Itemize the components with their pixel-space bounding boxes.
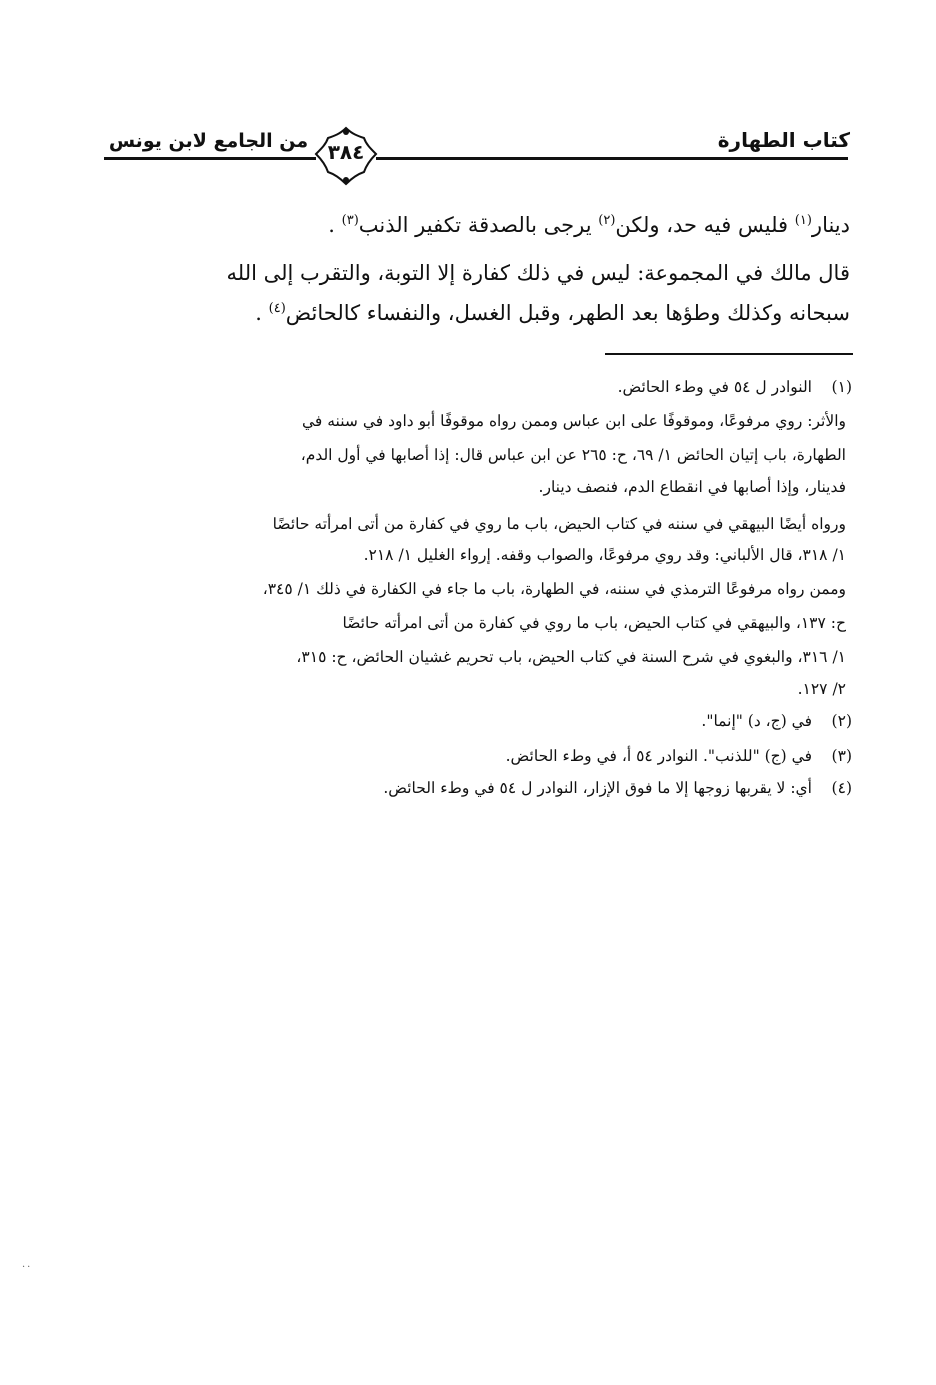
main-text-line-3 xyxy=(150,293,850,333)
footnote-1-line: ٢/ ١٢٧. xyxy=(797,680,846,698)
main-text: يرجى بالصدقة تكفير الذنب xyxy=(358,213,592,237)
footnote-number-3: (٣) xyxy=(831,747,852,765)
header-rule-right xyxy=(376,157,848,160)
footnote-1-line: النوادر ل ٥٤ في وطء الحائض. xyxy=(617,378,812,396)
footnote-ref-4: (٤) xyxy=(268,301,286,316)
main-text-line-2: قال مالك في المجموعة: ليس في ذلك كفارة إلا التوبة، والتقرب إلى الله xyxy=(226,261,850,285)
footnote-number-2: (٢) xyxy=(831,712,852,730)
footnote-1-line: ح: ١٣٧، والبيهقي في كتاب الحيض، باب ما روي في كفارة من أتى امرأته حائضًا xyxy=(342,614,846,632)
footnote-ref-2: (٢) xyxy=(598,213,616,228)
footnote-separator xyxy=(605,353,853,355)
footnote-1-line: الطهارة، باب إتيان الحائض ١/ ٦٩، ح: ٢٦٥ عن ابن عباس قال: إذا أصابها في أول الدم، xyxy=(300,446,846,464)
footnote-number-1: (١) xyxy=(831,378,852,396)
page-number: ٣٨٤ xyxy=(327,140,365,164)
footnote-ref-3: (٣) xyxy=(341,213,359,228)
footnote-1-line: وممن رواه مرفوعًا الترمذي في سننه، في الطهارة، باب ما جاء في الكفارة في ذلك ١/ ٣٤٥، xyxy=(262,580,846,598)
footnote-2: في (ج، د) "إنما". xyxy=(701,712,812,730)
footnote-4: أي: لا يقربها زوجها إلا ما فوق الإزار، النوادر ل ٥٤ في وطء الحائض. xyxy=(383,779,812,797)
main-text: . xyxy=(255,301,262,325)
footnote-1-line: ١/ ٣١٨، قال الألباني: وقد روي مرفوعًا، والصواب وقفه. إرواء الغليل ١/ ٢١٨. xyxy=(363,546,846,564)
main-text-line-1 xyxy=(150,205,850,245)
footnote-ref-1: (١) xyxy=(794,213,812,228)
footnote-3: في (ج) "للذنب". النوادر ٥٤ أ، في وطء الحائض. xyxy=(505,747,812,765)
footnote-1-line: والأثر: روي مرفوعًا، وموقوفًا على ابن عباس وممن رواه موقوفًا أبو داود في سننه في xyxy=(301,412,846,430)
running-section-title: من الجامع لابن يونس xyxy=(108,130,309,152)
scan-speck: ·· xyxy=(22,1262,33,1273)
header-rule-left xyxy=(104,157,316,160)
footnote-1-line: ١/ ٣١٦، والبغوي في شرح السنة في كتاب الحيض، باب تحريم غشيان الحائض، ح: ٣١٥، xyxy=(296,648,846,666)
main-text: دينار xyxy=(811,213,850,237)
footnote-1-line: فدينار، وإذا أصابها في انقطاع الدم، فنصف دينار. xyxy=(538,478,846,496)
main-text: سبحانه وكذلك وطؤها بعد الطهر، وقبل الغسل، والنفساء كالحائض xyxy=(285,301,850,325)
running-book-title: كتاب الطهارة xyxy=(717,128,850,152)
footnote-1-line: ورواه أيضًا البيهقي في سننه في كتاب الحيض، باب ما روي في كفارة من أتى امرأته حائضًا xyxy=(272,515,846,533)
footnote-number-4: (٤) xyxy=(831,779,852,797)
main-text: فليس فيه حد، ولكن xyxy=(615,213,789,237)
main-text: . xyxy=(328,213,335,237)
